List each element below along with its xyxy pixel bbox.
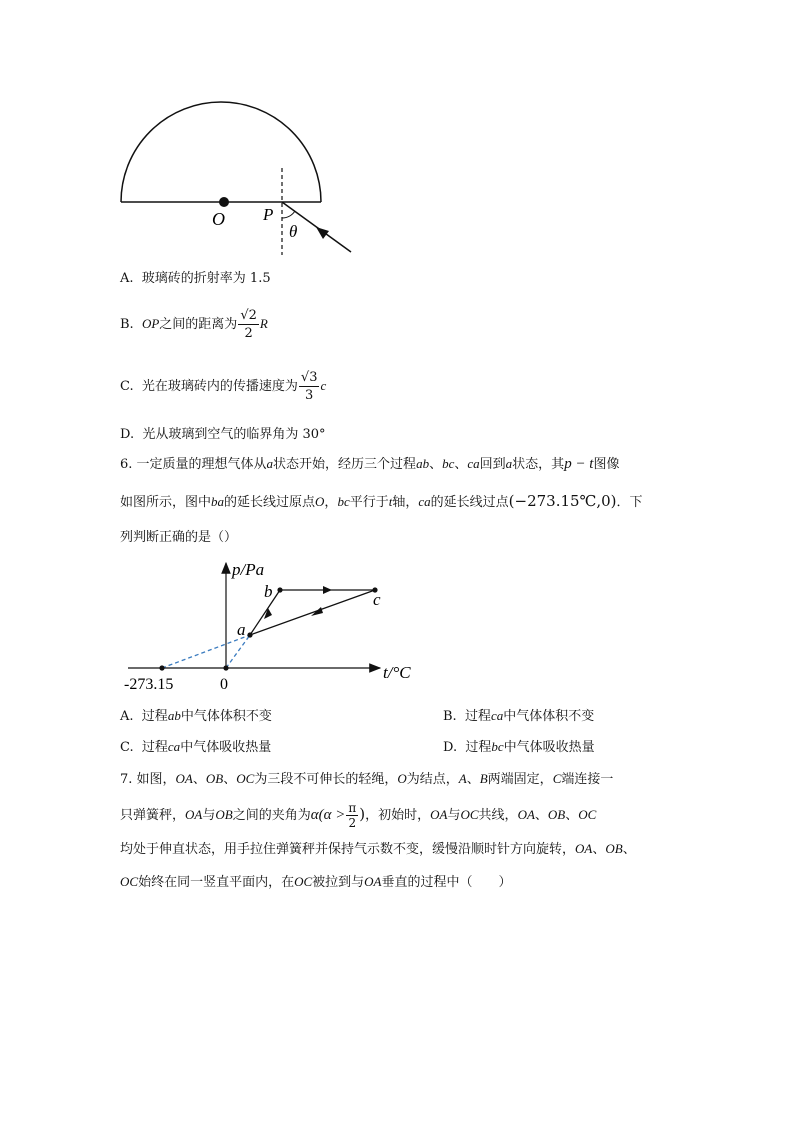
option-text: 过程 <box>141 740 168 755</box>
text-run: 平行于 <box>349 495 389 510</box>
option-letter: D. <box>443 740 458 755</box>
q6-option-c <box>120 738 271 757</box>
var-o: O <box>315 494 325 509</box>
text-run: 均处于伸直状态，用手拉住弹簧秤并保持气示数不变，缓慢沿顺时针方向旋转， <box>120 842 576 857</box>
var-a: a <box>505 456 513 471</box>
point-a <box>247 632 252 637</box>
text-run: 之间的夹角为 <box>232 808 311 823</box>
option-letter: C. <box>120 379 134 394</box>
label-b: b <box>264 582 273 601</box>
text-run: 的延长线过原点 <box>224 495 316 510</box>
text-run: 、 <box>429 457 443 472</box>
option-letter: C. <box>120 740 134 755</box>
q5-option-b <box>120 306 268 343</box>
text-run: 、 <box>192 772 206 787</box>
fraction-numerator: √3 <box>300 370 318 385</box>
option-letter: A. <box>120 709 134 724</box>
var-ba: ba <box>211 494 225 509</box>
option-text: 过程 <box>141 709 168 724</box>
text-run: 6. 一定质量的理想气体从 <box>120 457 267 472</box>
text-run: 只弹簧秤， <box>120 808 186 823</box>
semicircle-figure <box>110 90 370 260</box>
point-b <box>277 587 282 592</box>
text-run: 、 <box>592 842 606 857</box>
var-ca: ca <box>490 708 504 723</box>
arrow-ca <box>311 607 323 616</box>
var-ob: OB <box>205 771 224 786</box>
text-run: 图像 <box>593 457 620 472</box>
text-run: ) <box>359 805 366 823</box>
arrow-ab <box>264 608 272 619</box>
q7-stem-line3 <box>120 840 636 859</box>
arrow-bc <box>323 586 332 594</box>
var-oa: OA <box>575 841 593 856</box>
text-run: 、 <box>466 772 480 787</box>
option-text: 中气体体积不变 <box>180 709 272 724</box>
var-oa: OA <box>185 807 203 822</box>
tick-neg-273: -273.15 <box>124 676 174 693</box>
y-axis-label: p/Pa <box>232 560 265 579</box>
ba-extension-dashed <box>226 635 250 668</box>
option-text: 光从玻璃到空气的临界角为 30° <box>142 427 326 442</box>
text-run: 垂直的过程中（ ） <box>381 875 512 890</box>
var-bc: bc <box>337 494 350 509</box>
var-oa: OA <box>364 874 382 889</box>
q5-option-c <box>120 368 326 405</box>
q5-option-d <box>120 426 326 444</box>
var-p-t: p − t <box>564 456 594 472</box>
var-oa: OA <box>517 807 535 822</box>
option-text: 过程 <box>464 709 491 724</box>
q6-option-d <box>443 738 595 757</box>
var-bc: bc <box>491 739 504 754</box>
text-run: 共线， <box>478 808 518 823</box>
tick-zero: 0 <box>220 676 228 693</box>
label-p: P <box>263 205 274 224</box>
var-ob: OB <box>605 841 623 856</box>
text-run: 与 <box>202 808 216 823</box>
origin-point <box>223 665 228 670</box>
text-run: 被拉到与 <box>312 875 365 890</box>
p-t-graph <box>120 555 430 700</box>
label-c: c <box>373 590 381 609</box>
option-letter: A. <box>120 271 134 286</box>
op-variable: OP <box>141 316 160 331</box>
q6-option-b <box>443 707 594 726</box>
semicircle-arc <box>121 102 321 202</box>
var-oc: OC <box>460 807 479 822</box>
option-text: 中气体体积不变 <box>503 709 595 724</box>
alpha-expression: α(α > <box>310 807 346 823</box>
var-ca: ca <box>167 739 181 754</box>
text-run: ，初始时， <box>365 808 431 823</box>
point-neg-273 <box>159 665 164 670</box>
ca-extension-dashed <box>162 635 250 668</box>
var-ca: ca <box>467 456 480 471</box>
var-oc: OC <box>294 874 313 889</box>
angle-arc <box>282 211 295 218</box>
option-text: 过程 <box>465 740 492 755</box>
var-ab: ab <box>416 456 430 471</box>
var-ab: ab <box>167 708 181 723</box>
fraction-denominator: 2 <box>244 326 253 341</box>
c-variable: c <box>320 378 327 393</box>
center-point <box>219 197 229 207</box>
option-text: 光在玻璃砖内的传播速度为 <box>141 379 298 394</box>
var-oc: OC <box>120 874 139 889</box>
var-o: O <box>397 771 407 786</box>
text-run: 、 <box>622 842 636 857</box>
label-theta: θ <box>289 222 298 241</box>
text-run: 的延长线过点 <box>430 495 509 510</box>
text-run: 始终在同一竖直平面内，在 <box>138 875 295 890</box>
q6-stem-line3 <box>120 529 237 547</box>
var-a: a <box>266 456 274 471</box>
text-run: 回到 <box>479 457 506 472</box>
q6-stem-line1 <box>120 455 620 474</box>
text-run: 、 <box>223 772 237 787</box>
fraction-numerator: π <box>348 801 357 815</box>
fraction-denominator: 3 <box>305 388 314 403</box>
text-run: 状态开始，经历三个过程 <box>273 457 417 472</box>
option-text: 玻璃砖的折射率为 1.5 <box>141 271 271 286</box>
option-text: 中气体吸收热量 <box>503 740 595 755</box>
r-variable: R <box>259 316 268 331</box>
text-run: 与 <box>447 808 461 823</box>
fraction-numerator: √2 <box>240 308 257 323</box>
option-letter: D. <box>120 427 135 442</box>
point-coordinate: (−273.15℃,0) <box>508 492 617 510</box>
var-oa: OA <box>175 771 193 786</box>
q7-stem-line4 <box>120 873 512 892</box>
option-text: 中气体吸收热量 <box>180 740 272 755</box>
fraction-denominator: 2 <box>348 816 357 830</box>
var-a: A <box>458 771 467 786</box>
text-run: 轴， <box>392 495 419 510</box>
text-run: ， <box>324 495 338 510</box>
var-oc: OC <box>236 771 255 786</box>
q7-stem-line2 <box>120 797 596 833</box>
option-letter: B. <box>120 317 134 332</box>
q7-stem-line1 <box>120 770 613 789</box>
var-c: C <box>552 771 562 786</box>
text-run: 列判断正确的是（） <box>120 530 238 545</box>
sqrt3-over-3-fraction <box>299 369 320 404</box>
text-run: 、 <box>565 808 579 823</box>
var-ca: ca <box>418 494 431 509</box>
var-b: B <box>479 771 488 786</box>
text-run: ．下 <box>616 495 643 510</box>
var-oa: OA <box>430 807 448 822</box>
var-ob: OB <box>215 807 233 822</box>
label-o: O <box>212 209 225 229</box>
var-oc: OC <box>578 807 597 822</box>
label-a: a <box>237 620 246 639</box>
var-bc: bc <box>442 456 455 471</box>
q6-stem-line2 <box>120 492 643 512</box>
sqrt2-over-2-fraction <box>238 307 259 342</box>
q5-option-a <box>120 270 271 288</box>
option-letter: B. <box>443 709 457 724</box>
text-run: 两端固定， <box>487 772 553 787</box>
text-run: 状态，其 <box>512 457 565 472</box>
var-t: t <box>388 494 393 509</box>
text-run: 端连接一 <box>561 772 614 787</box>
option-text: 之间的距离为 <box>159 317 238 332</box>
text-run: 、 <box>454 457 468 472</box>
ray-arrow <box>316 227 329 239</box>
text-run: 为结点， <box>406 772 459 787</box>
x-axis-label: t/°C <box>383 663 411 682</box>
var-ob: OB <box>547 807 566 822</box>
pi-over-2-fraction <box>346 801 358 830</box>
text-run: 如图所示，图中 <box>120 495 212 510</box>
q6-option-a <box>120 707 272 726</box>
text-run: 、 <box>534 808 548 823</box>
text-run: 为三段不可伸长的轻绳， <box>254 772 398 787</box>
text-run: 7. 如图， <box>120 772 176 787</box>
